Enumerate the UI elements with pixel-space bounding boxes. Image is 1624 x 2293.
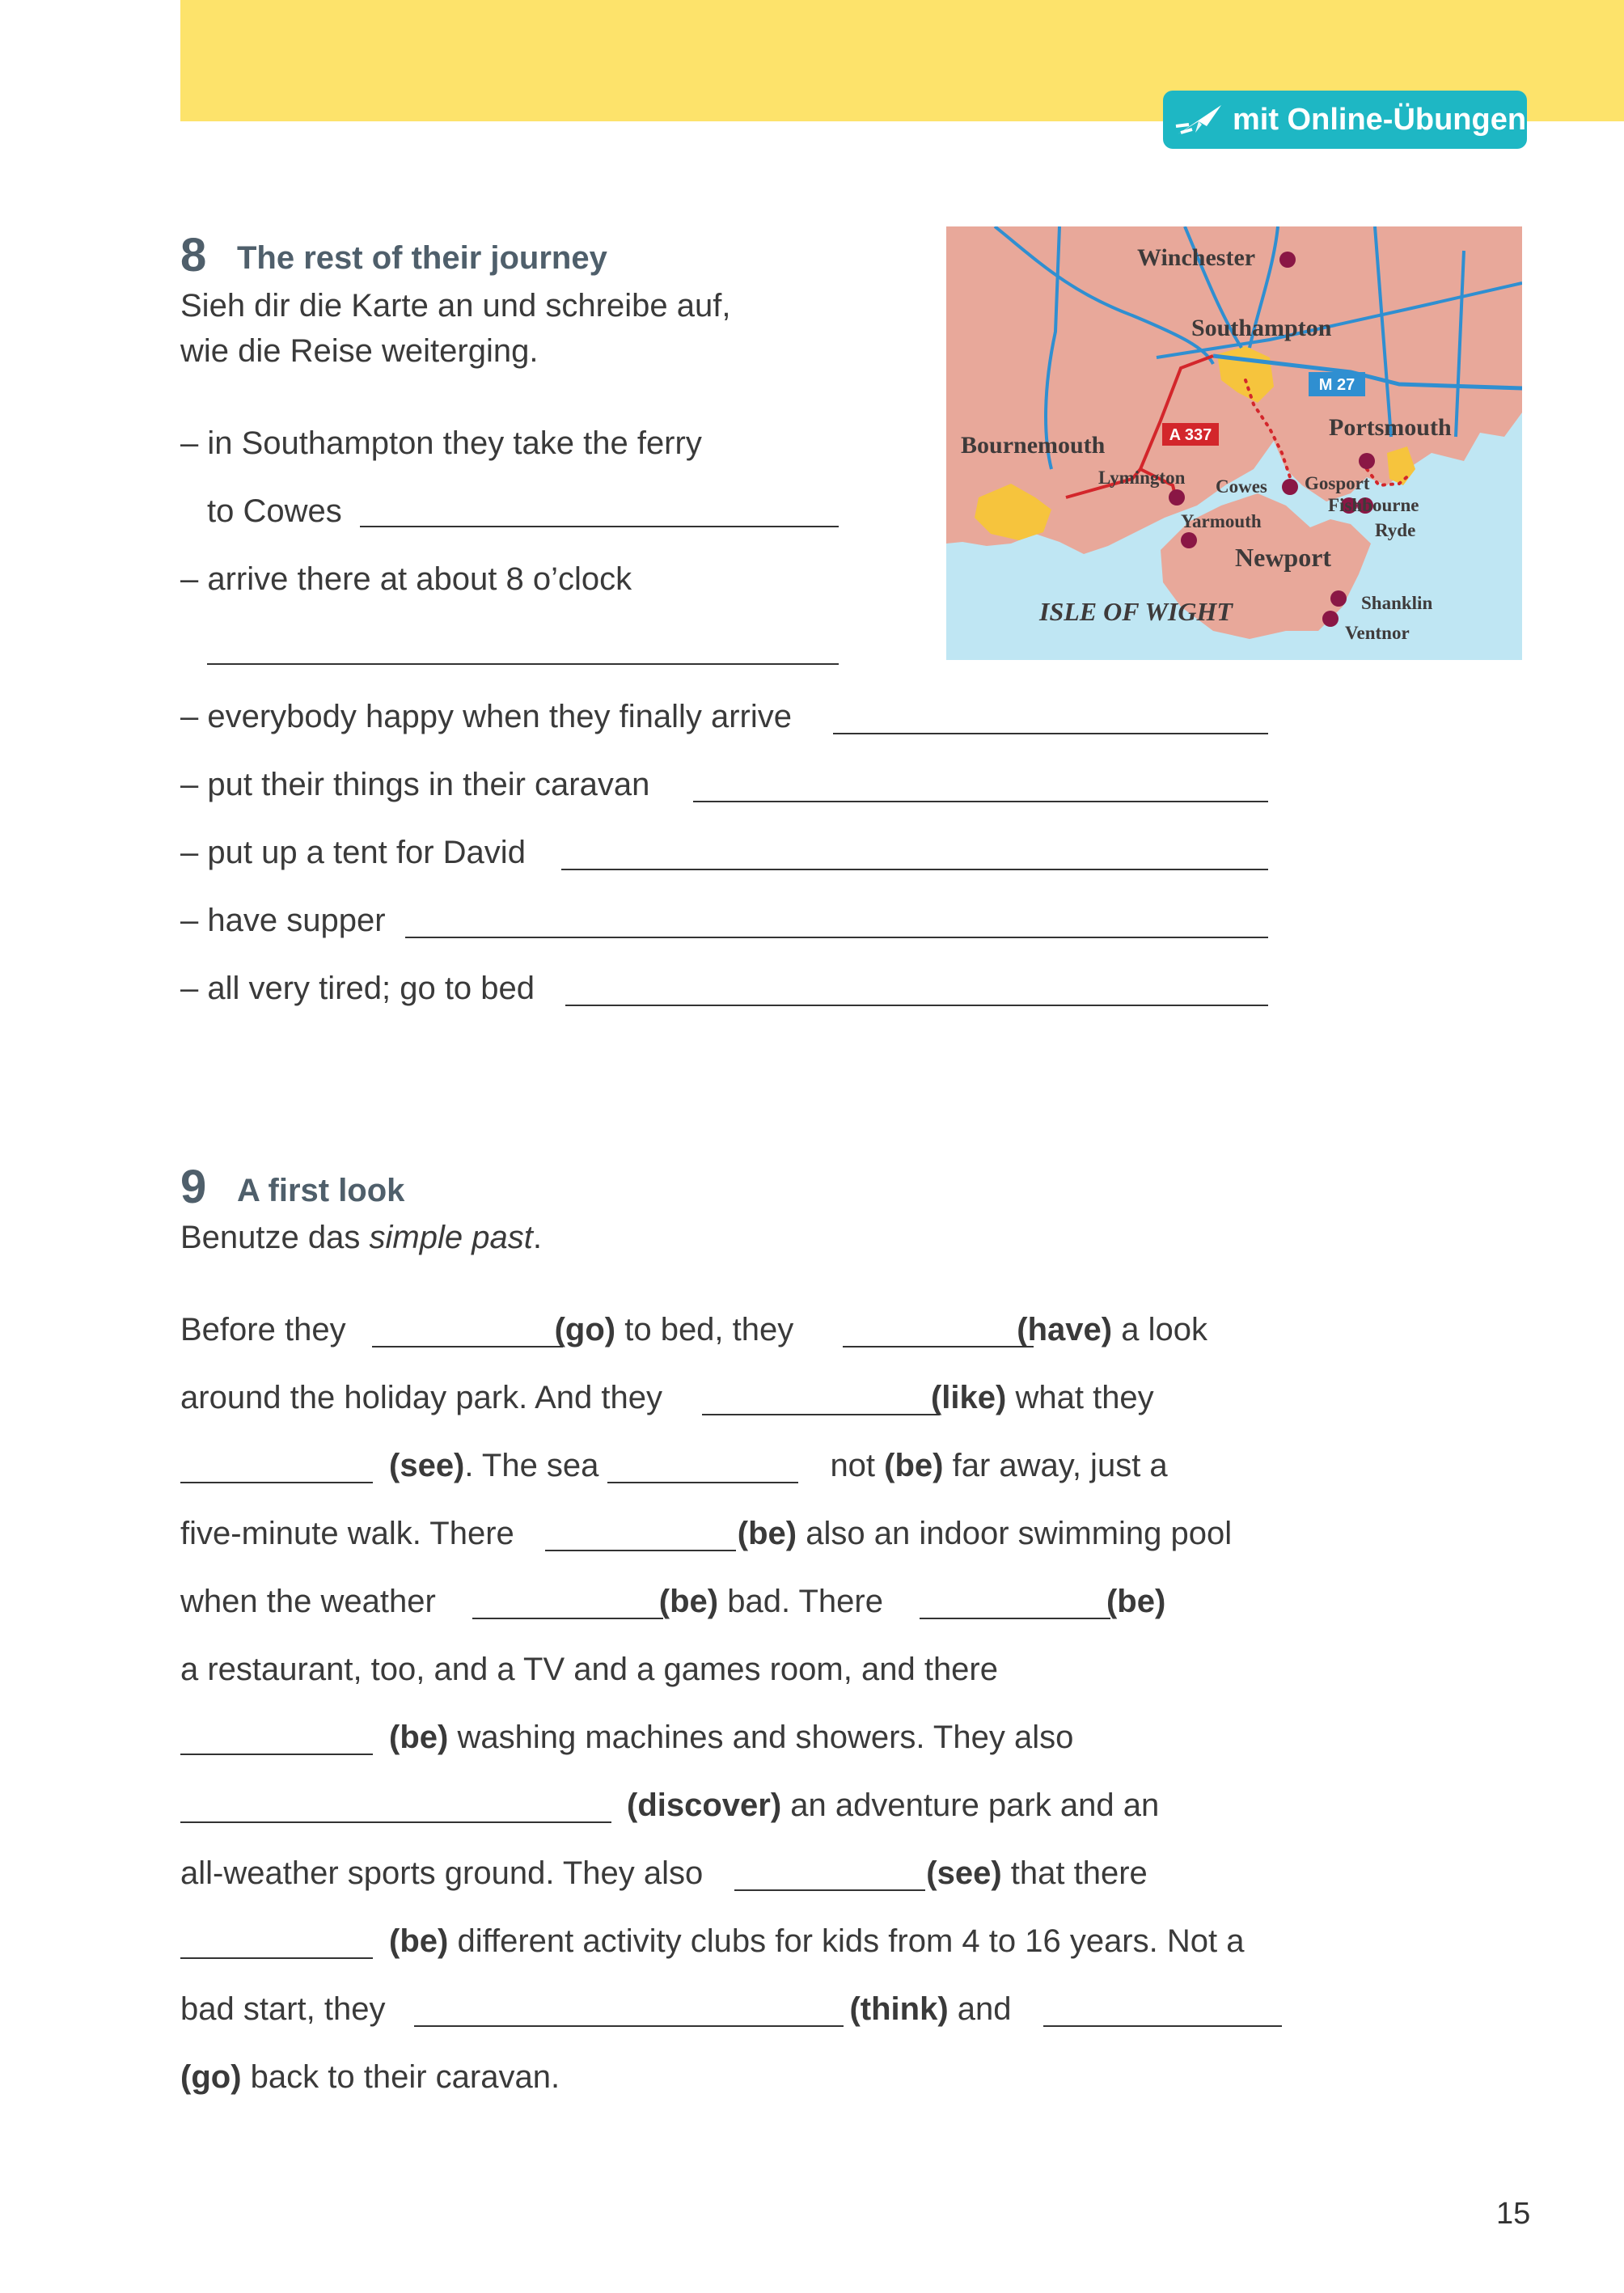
gap-blank[interactable] bbox=[702, 1414, 940, 1415]
exercise-9-title: A first look bbox=[237, 1173, 405, 1208]
exercise-8-item-2: – arrive there at about 8 o’clock bbox=[180, 561, 632, 597]
gap-blank[interactable] bbox=[545, 1550, 736, 1551]
gap-text-line-8 bbox=[180, 1786, 1159, 1825]
city-dot-lymington bbox=[1169, 489, 1185, 506]
exercise-8-item-7: – all very tired; go to bed bbox=[180, 971, 535, 1006]
gap-text-line-11 bbox=[180, 1990, 1012, 2029]
city-dot-yarmouth bbox=[1181, 532, 1197, 548]
verb-hint: (think) bbox=[849, 1991, 949, 2027]
text: an adventure park and an bbox=[790, 1787, 1160, 1823]
verb-hint: (be) bbox=[737, 1516, 797, 1551]
exercise-8-number: 8 bbox=[180, 229, 207, 281]
badge-label: mit Online-Übungen bbox=[1233, 102, 1527, 137]
gap-text-line-12 bbox=[180, 2058, 560, 2096]
gap-blank[interactable] bbox=[180, 1754, 373, 1755]
verb-hint: (be) bbox=[1106, 1584, 1166, 1619]
verb-hint: (go) bbox=[180, 2059, 242, 2095]
map-label-lymington: Lymington bbox=[1098, 467, 1186, 488]
map-label-a337: A 337 bbox=[1169, 426, 1212, 444]
exercise-8-item-1-cont: to Cowes bbox=[207, 493, 342, 529]
verb-hint: (be) bbox=[658, 1584, 719, 1619]
map-label-winchester: Winchester bbox=[1137, 244, 1256, 271]
gap-blank[interactable] bbox=[734, 1889, 925, 1891]
answer-line-8-2[interactable] bbox=[207, 663, 839, 665]
text: when the weather bbox=[180, 1584, 436, 1619]
map-label-ryde: Ryde bbox=[1375, 520, 1416, 540]
verb-hint: (be) bbox=[389, 1923, 449, 1959]
answer-line-8-1[interactable] bbox=[360, 526, 839, 527]
answer-line-8-3[interactable] bbox=[833, 733, 1268, 734]
text: back to their caravan. bbox=[250, 2059, 560, 2095]
gap-text-line-7 bbox=[180, 1718, 1073, 1757]
verb-hint: (see) bbox=[389, 1448, 465, 1483]
exercise-9-instruction bbox=[180, 1218, 542, 1257]
verb-hint: (discover) bbox=[627, 1787, 782, 1823]
gap-blank[interactable] bbox=[180, 1482, 373, 1483]
map-label-portsmouth: Portsmouth bbox=[1329, 414, 1452, 441]
city-dot-portsmouth bbox=[1359, 453, 1375, 469]
gap-text-line-10 bbox=[180, 1922, 1244, 1961]
gap-blank[interactable] bbox=[1043, 2025, 1282, 2027]
city-dot-ventnor bbox=[1322, 611, 1339, 627]
map-label-cowes: Cowes bbox=[1216, 476, 1267, 497]
isle-of-wight-map bbox=[946, 226, 1522, 660]
instruction-prefix: Benutze das bbox=[180, 1220, 361, 1255]
instruction-italic: simple past bbox=[369, 1220, 533, 1255]
text: different activity clubs for kids from 4 to 16 years. Not a bbox=[457, 1923, 1245, 1959]
gap-text-line-3 bbox=[180, 1446, 1168, 1485]
exercise-8-item-3: – everybody happy when they finally arrive bbox=[180, 699, 792, 734]
gap-blank[interactable] bbox=[843, 1346, 1034, 1347]
answer-line-8-5[interactable] bbox=[561, 869, 1268, 870]
text: washing machines and showers. They also bbox=[457, 1720, 1074, 1755]
text: to bed, they bbox=[624, 1312, 794, 1347]
text: bad start, they bbox=[180, 1991, 386, 2027]
map-label-bournemouth: Bournemouth bbox=[961, 432, 1106, 459]
answer-line-8-6[interactable] bbox=[405, 937, 1268, 938]
gap-blank[interactable] bbox=[607, 1482, 798, 1483]
online-exercises-badge[interactable] bbox=[1163, 91, 1527, 149]
answer-line-8-4[interactable] bbox=[693, 801, 1268, 802]
gap-text-line-9 bbox=[180, 1854, 1148, 1893]
map-label-gosport: Gosport bbox=[1305, 473, 1370, 493]
gap-blank[interactable] bbox=[372, 1346, 563, 1347]
text: not bbox=[830, 1448, 876, 1483]
exercise-8-title: The rest of their journey bbox=[237, 240, 607, 276]
gap-blank[interactable] bbox=[414, 2025, 844, 2027]
exercise-8-item-6: – have supper bbox=[180, 903, 386, 938]
text: what they bbox=[1015, 1380, 1154, 1415]
gap-text-line-6: a restaurant, too, and a TV and a games room, and there bbox=[180, 1652, 998, 1687]
city-dot-shanklin bbox=[1330, 590, 1347, 607]
text: bad. There bbox=[727, 1584, 883, 1619]
exercise-8-instruction-2: wie die Reise weiterging. bbox=[180, 333, 539, 369]
city-dot-winchester bbox=[1279, 252, 1296, 268]
text: around the holiday park. And they bbox=[180, 1380, 662, 1415]
verb-hint: (go) bbox=[554, 1312, 616, 1347]
verb-hint: (be) bbox=[389, 1720, 449, 1755]
gap-blank[interactable] bbox=[180, 1821, 611, 1823]
text: Before they bbox=[180, 1312, 346, 1347]
instruction-suffix: . bbox=[532, 1220, 542, 1255]
exercise-8-item-5: – put up a tent for David bbox=[180, 835, 526, 870]
page-number: 15 bbox=[1496, 2197, 1531, 2231]
text: five-minute walk. There bbox=[180, 1516, 514, 1551]
gap-blank[interactable] bbox=[180, 1957, 373, 1959]
map-label-southampton: Southampton bbox=[1191, 315, 1332, 341]
gap-blank[interactable] bbox=[472, 1618, 663, 1619]
map-label-newport: Newport bbox=[1235, 543, 1332, 572]
text: all-weather sports ground. They also bbox=[180, 1855, 704, 1891]
gap-text-line-2 bbox=[180, 1378, 1154, 1417]
verb-hint: (see) bbox=[926, 1855, 1002, 1891]
map-label-shanklin: Shanklin bbox=[1361, 593, 1433, 613]
map-label-fishbourne: Fishbourne bbox=[1328, 495, 1419, 515]
text: a look bbox=[1121, 1312, 1207, 1347]
map-label-isle-of-wight: ISLE OF WIGHT bbox=[1039, 597, 1233, 626]
exercise-9-number: 9 bbox=[180, 1161, 207, 1213]
map-label-ventnor: Ventnor bbox=[1345, 623, 1410, 643]
gap-text-line-4 bbox=[180, 1514, 1232, 1553]
text: that there bbox=[1010, 1855, 1148, 1891]
exercise-8-instruction-1: Sieh dir die Karte an und schreibe auf, bbox=[180, 288, 731, 324]
map-label-m27: M 27 bbox=[1318, 376, 1355, 394]
plane-icon bbox=[1174, 102, 1224, 137]
city-dot-cowes bbox=[1282, 479, 1298, 495]
verb-hint: (have) bbox=[1017, 1312, 1113, 1347]
text: far away, just a bbox=[952, 1448, 1168, 1483]
exercise-8-item-1: – in Southampton they take the ferry bbox=[180, 425, 702, 461]
exercise-8-item-4: – put their things in their caravan bbox=[180, 767, 650, 802]
gap-text-line-5 bbox=[180, 1582, 1165, 1621]
text: and bbox=[957, 1991, 1012, 2027]
verb-hint: (be) bbox=[884, 1448, 944, 1483]
text: also an indoor swimming pool bbox=[806, 1516, 1233, 1551]
gap-text-line-1 bbox=[180, 1310, 1207, 1349]
answer-line-8-7[interactable] bbox=[565, 1005, 1268, 1006]
verb-hint: (like) bbox=[930, 1380, 1007, 1415]
text: . The sea bbox=[464, 1448, 599, 1483]
map-label-yarmouth: Yarmouth bbox=[1181, 511, 1262, 531]
gap-blank[interactable] bbox=[920, 1618, 1110, 1619]
